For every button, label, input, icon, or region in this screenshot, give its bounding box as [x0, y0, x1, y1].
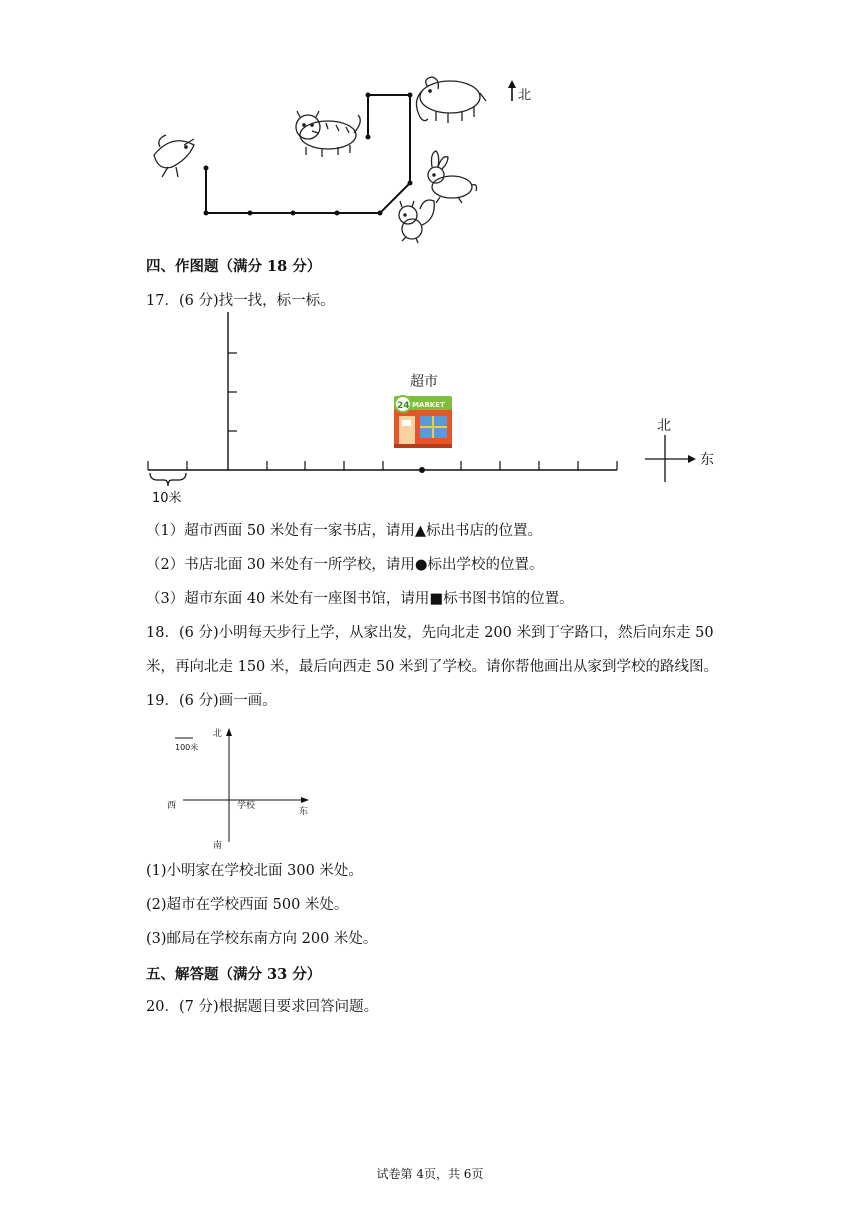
- q17-item-1: （1）超市西面 50 米处有一家书店，请用▲标出书店的位置。: [146, 523, 543, 539]
- page-footer: 试卷第 4页，共 6页: [376, 1167, 484, 1181]
- supermarket-label: 超市: [410, 374, 438, 390]
- q17-item-3: （3）超市东面 40 米处有一座图书馆，请用■标书图书馆的位置。: [146, 591, 574, 607]
- north-arrow-icon: [508, 80, 516, 101]
- q18-line-2: 米，再向北走 150 米，最后向西走 50 米到了学校。请你帮他画出从家到学校的路线图。: [146, 659, 719, 675]
- q18-line-1: 18．(6 分)小明每天步行上学，从家出发，先向北走 200 米到丁字路口，然后向东走 50: [146, 625, 714, 641]
- market-store-icon: [394, 396, 452, 448]
- q19-item-3: (3)邮局在学校东南方向 200 米处。: [146, 931, 378, 947]
- q19-item-1: (1)小明家在学校北面 300 米处。: [146, 863, 363, 879]
- compass-north-label: 北: [657, 418, 671, 434]
- compass-icon: [645, 435, 696, 482]
- rabbit-icon: [428, 151, 477, 203]
- q19-scale-label: 100米: [175, 743, 199, 752]
- supermarket-point: [419, 467, 425, 473]
- pigeon-icon: [154, 135, 194, 177]
- section-4-title: 四、作图题（满分 18 分）: [146, 258, 322, 275]
- q19-east-label: 东: [299, 807, 309, 817]
- q19-north-label: 北: [213, 729, 223, 739]
- elephant-icon: [416, 77, 486, 123]
- q19-compass-figure: [165, 722, 325, 852]
- q17-header: 17．(6 分)找一找，标一标。: [146, 293, 335, 309]
- section-5-title: 五、解答题（满分 33 分）: [146, 966, 322, 983]
- north-label: 北: [518, 88, 532, 103]
- scale-label: 10米: [152, 491, 182, 506]
- route-dots: [204, 93, 413, 216]
- q19-item-2: (2)超市在学校西面 500 米处。: [146, 897, 349, 913]
- tiger-icon: [296, 111, 360, 157]
- squirrel-icon: [399, 200, 434, 243]
- route-path: [206, 95, 410, 213]
- animal-route-figure: [140, 75, 540, 245]
- market-24-badge: 24: [397, 401, 410, 411]
- q17-map-figure: [140, 308, 730, 510]
- scale-brace: [150, 473, 186, 486]
- q19-west-label: 西: [167, 801, 177, 811]
- horizontal-ticks: [148, 461, 617, 470]
- market-word: MARKET: [412, 401, 445, 409]
- q19-header: 19．(6 分)画一画。: [146, 693, 277, 709]
- compass-east-label: 东: [700, 452, 714, 468]
- q17-item-2: （2）书店北面 30 米处有一所学校，请用●标出学校的位置。: [146, 557, 544, 573]
- q20-header: 20．(7 分)根据题目要求回答问题。: [146, 999, 379, 1015]
- q19-south-label: 南: [213, 841, 223, 851]
- q19-school-label: 学校: [237, 801, 256, 811]
